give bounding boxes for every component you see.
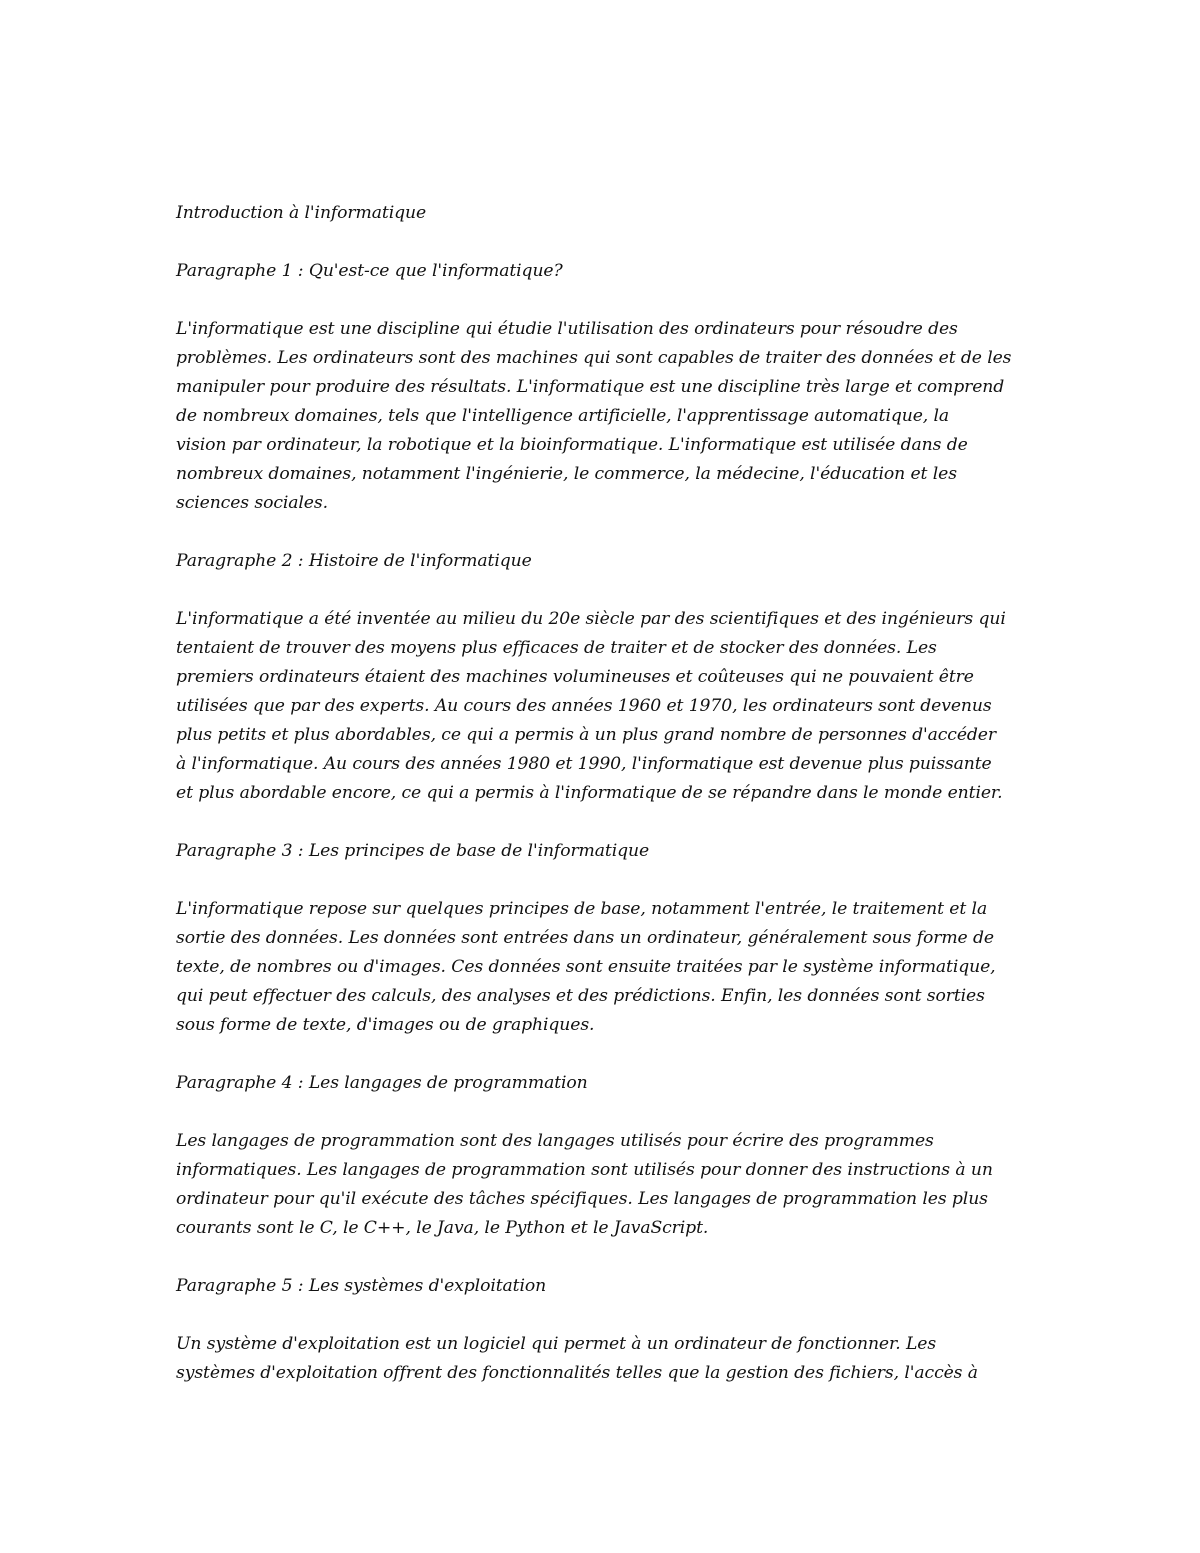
section-heading-1: Paragraphe 1 : Qu'est-ce que l'informatique? [176,261,563,281]
section-body-3: L'informatique repose sur quelques principes de base, notamment l'entrée, le traitement et la sortie des données. Les données sont entrées dans un ordinateur, généralement sous forme de texte, de nombres ou d'images. Ces données sont ensuite traitées par le système informatique, qui peut effectuer des calculs, des analyses et des prédictions. Enfin, les données sont sorties sous forme de texte, d'images ou de graphiques. [176,899,996,1035]
section-heading-4: Paragraphe 4 : Les langages de programmation [176,1073,588,1093]
section-body-1: L'informatique est une discipline qui étudie l'utilisation des ordinateurs pour résoudre des problèmes. Les ordinateurs sont des machines qui sont capables de traiter des données et de les manipuler pour produire des résultats. L'informatique est une discipline très large et comprend de nombreux domaines, tels que l'intelligence artificielle, l'apprentissage automatique, la vision par ordinateur, la robotique et la bioinformatique. L'informatique est utilisée dans de nombreux domaines, notamment l'ingénierie, le commerce, la médecine, l'éducation et les sciences sociales. [176,319,1012,513]
section-heading-3: Paragraphe 3 : Les principes de base de l'informatique [176,841,650,861]
document-body [176,199,1036,1388]
section-heading-5: Paragraphe 5 : Les systèmes d'exploitation [176,1276,547,1296]
section-body-5: Un système d'exploitation est un logiciel qui permet à un ordinateur de fonctionner. Les systèmes d'exploitation offrent des fonctionnalités telles que la gestion des fichiers, l'accès à [176,1334,978,1383]
document-title: Introduction à l'informatique [176,203,427,223]
section-heading-2: Paragraphe 2 : Histoire de l'informatique [176,551,532,571]
section-body-2: L'informatique a été inventée au milieu du 20e siècle par des scientifiques et des ingénieurs qui tentaient de trouver des moyens plus efficaces de traiter et de stocker des données. Les premiers ordinateurs étaient des machines volumineuses et coûteuses qui ne pouvaient être utilisées que par des experts. Au cours des années 1960 et 1970, les ordinateurs sont devenus plus petits et plus abordables, ce qui a permis à un plus grand nombre de personnes d'accéder à l'informatique. Au cours des années 1980 et 1990, l'informatique est devenue plus puissante et plus abordable encore, ce qui a permis à l'informatique de se répandre dans le monde entier. [176,609,1006,803]
section-body-4: Les langages de programmation sont des langages utilisés pour écrire des programmes informatiques. Les langages de programmation sont utilisés pour donner des instructions à un ordinateur pour qu'il exécute des tâches spécifiques. Les langages de programmation les plus courants sont le C, le C++, le Java, le Python et le JavaScript. [176,1131,993,1238]
